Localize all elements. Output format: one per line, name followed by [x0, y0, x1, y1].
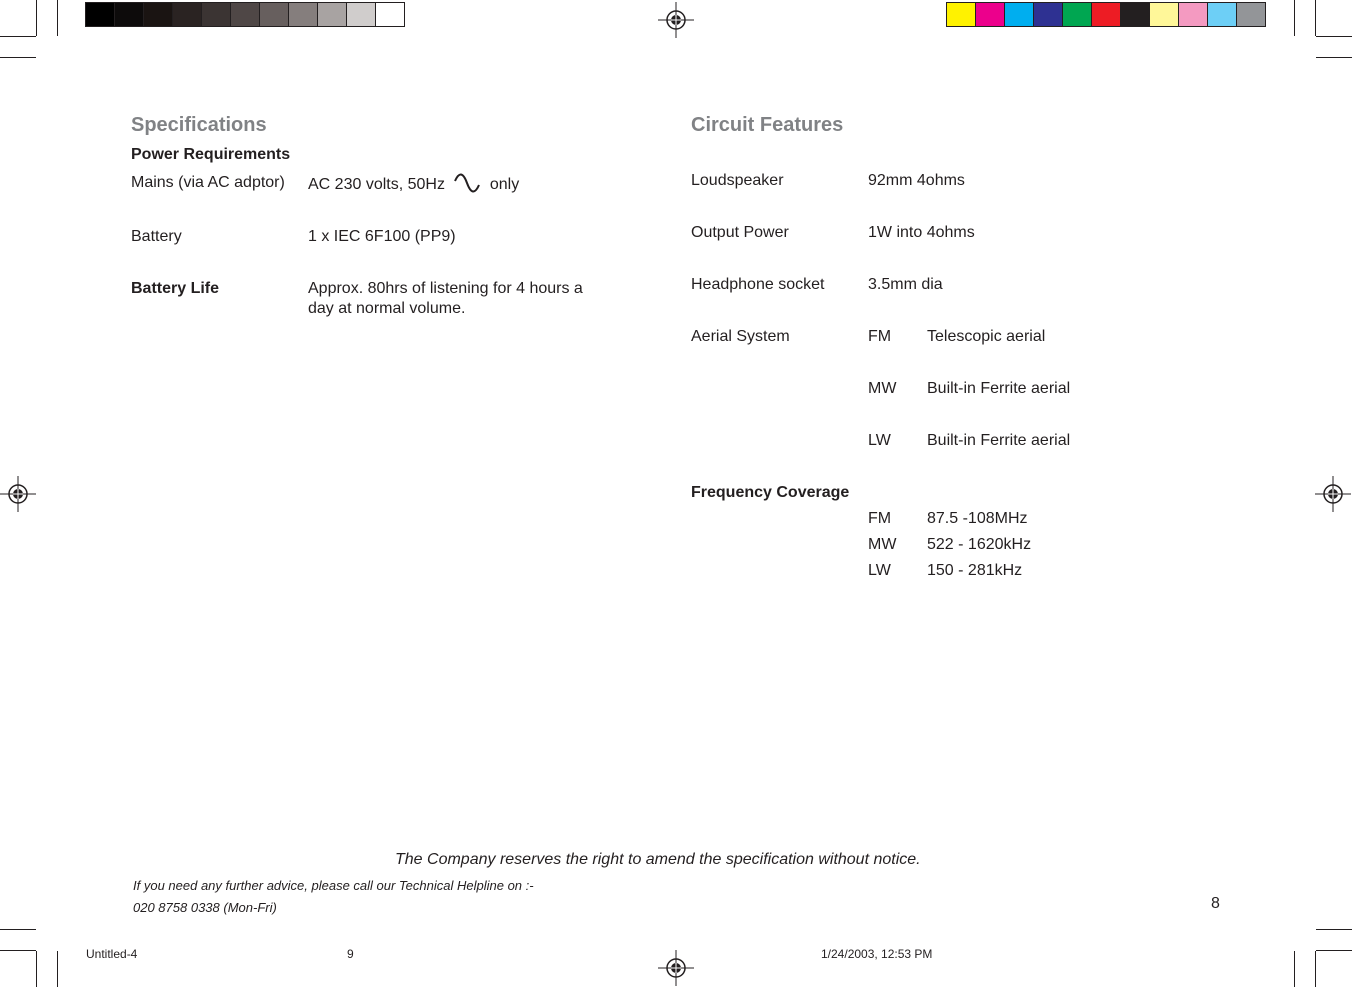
- color-swatch: [114, 2, 144, 27]
- circuit-features-title: Circuit Features: [691, 114, 844, 136]
- frequency-band: FM: [868, 510, 892, 527]
- specifications-title: Specifications: [131, 114, 267, 136]
- battery-life-line2: day at normal volume.: [308, 300, 466, 317]
- aerial-value: Built-in Ferrite aerial: [927, 432, 1071, 449]
- color-swatch: [201, 2, 231, 27]
- crop-mark: [0, 950, 36, 951]
- helpline-text: If you need any further advice, please call our Technical Helpline on :-: [133, 878, 534, 893]
- color-swatch: [1207, 2, 1237, 27]
- color-swatch: [259, 2, 289, 27]
- loudspeaker-value: 92mm 4ohms: [868, 172, 965, 189]
- registration-mark-icon: [1315, 476, 1351, 512]
- battery-value: 1 x IEC 6F100 (PP9): [308, 228, 456, 245]
- output-power-value: 1W into 4ohms: [868, 224, 975, 241]
- color-swatch: [1120, 2, 1150, 27]
- crop-mark: [1316, 950, 1352, 951]
- crop-mark: [1294, 951, 1295, 987]
- color-swatch: [1149, 2, 1179, 27]
- crop-mark: [36, 951, 37, 987]
- crop-mark: [57, 0, 58, 36]
- color-swatch: [317, 2, 347, 27]
- frequency-value: 87.5 -108MHz: [927, 510, 1028, 527]
- crop-mark: [1315, 951, 1316, 987]
- color-swatch: [1004, 2, 1034, 27]
- headphone-value: 3.5mm dia: [868, 276, 943, 293]
- crop-mark: [1316, 36, 1352, 37]
- color-swatch: [288, 2, 318, 27]
- mains-value-after: only: [489, 176, 520, 193]
- notice: The Company reserves the right to amend the specification without notice.: [395, 851, 921, 868]
- aerial-band: MW: [868, 380, 897, 397]
- battery-life-label: Battery Life: [131, 280, 220, 297]
- battery-label: Battery: [131, 228, 182, 245]
- crop-mark: [1316, 929, 1352, 930]
- registration-mark-icon: [0, 476, 36, 512]
- color-swatch: [230, 2, 260, 27]
- mains-value: [308, 173, 519, 195]
- frequency-value: 150 - 281kHz: [927, 562, 1023, 579]
- slug-date: 1/24/2003, 12:53 PM: [821, 947, 933, 961]
- ac-sine-wave-icon: [453, 173, 481, 193]
- aerial-label: Aerial System: [691, 328, 790, 345]
- frequency-band: MW: [868, 536, 897, 553]
- headphone-label: Headphone socket: [691, 276, 825, 293]
- color-swatch: [1091, 2, 1121, 27]
- color-swatch: [1033, 2, 1063, 27]
- crop-mark: [0, 36, 36, 37]
- color-swatch: [1236, 2, 1266, 27]
- frequency-band: LW: [868, 562, 891, 579]
- registration-mark-icon: [658, 2, 694, 38]
- frequency-coverage-label: Frequency Coverage: [691, 484, 850, 501]
- color-swatch: [172, 2, 202, 27]
- loudspeaker-label: Loudspeaker: [691, 172, 784, 189]
- crop-mark: [36, 0, 37, 36]
- crop-mark: [57, 951, 58, 987]
- power-requirements-label: Power Requirements: [131, 146, 291, 163]
- color-swatch: [975, 2, 1005, 27]
- aerial-band: LW: [868, 432, 891, 449]
- crop-mark: [1294, 0, 1295, 36]
- crop-mark: [0, 57, 36, 58]
- slug-file: Untitled-4: [86, 947, 138, 961]
- registration-mark-icon: [658, 950, 694, 986]
- color-swatch: [946, 2, 976, 27]
- output-power-label: Output Power: [691, 224, 789, 241]
- helpline-number: 020 8758 0338 (Mon-Fri): [133, 900, 277, 915]
- aerial-value: Built-in Ferrite aerial: [927, 380, 1071, 397]
- crop-mark: [1315, 0, 1316, 36]
- crop-mark: [1316, 57, 1352, 58]
- page-number: 8: [1211, 895, 1220, 912]
- color-swatch: [1062, 2, 1092, 27]
- slug-page: 9: [347, 947, 354, 961]
- color-swatch: [85, 2, 115, 27]
- mains-label: Mains (via AC adptor): [131, 174, 285, 191]
- mains-value-before: AC 230 volts, 50Hz: [308, 176, 445, 193]
- frequency-value: 522 - 1620kHz: [927, 536, 1032, 553]
- crop-mark: [0, 929, 36, 930]
- battery-life-line1: Approx. 80hrs of listening for 4 hours a: [308, 280, 583, 297]
- color-swatch: [1178, 2, 1208, 27]
- aerial-band: FM: [868, 328, 892, 345]
- color-swatch: [346, 2, 376, 27]
- color-swatch: [375, 2, 405, 27]
- aerial-value: Telescopic aerial: [927, 328, 1046, 345]
- color-swatch: [143, 2, 173, 27]
